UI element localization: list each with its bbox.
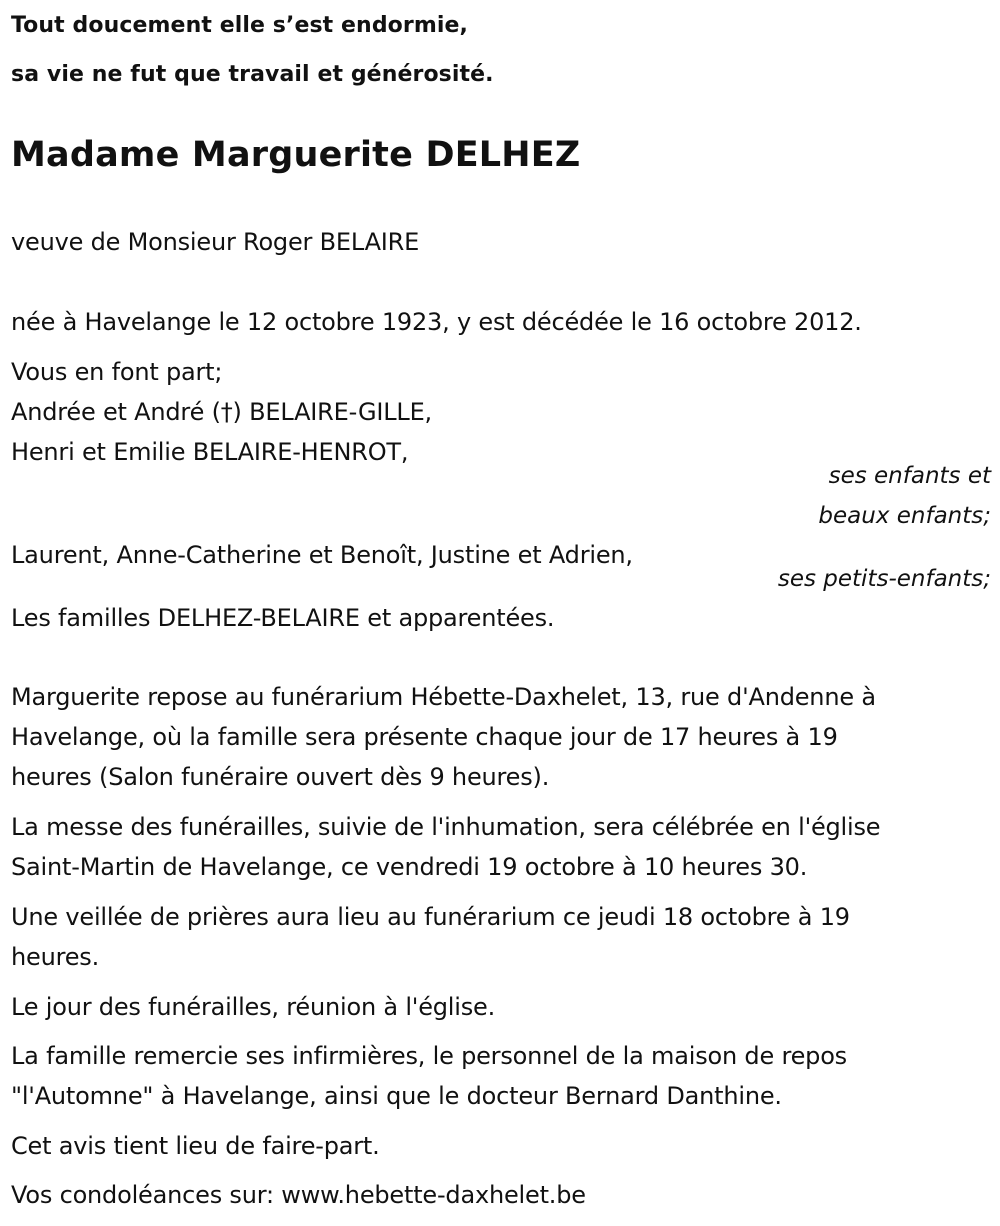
children-line-2: Henri et Emilie BELAIRE-HENROT, <box>11 438 409 466</box>
funerarium-line-2: Havelange, où la famille sera présente chaque jour de 17 heures à 19 <box>11 723 838 751</box>
children-role-line-1: ses enfants et <box>828 463 991 489</box>
grandchildren-role: ses petits-enfants; <box>777 566 991 592</box>
birth-death-line: née à Havelange le 12 octobre 1923, y est décédée le 16 octobre 2012. <box>11 308 862 336</box>
condolences-line: Vos condoléances sur: www.hebette-daxhelet.be <box>11 1181 586 1209</box>
children-role-line-2: beaux enfants; <box>818 503 991 529</box>
thanks-line-2: "l'Automne" à Havelange, ainsi que le docteur Bernard Danthine. <box>11 1082 782 1110</box>
epitaph-line-2: sa vie ne fut que travail et générosité. <box>11 62 494 87</box>
mass-line-2: Saint-Martin de Havelange, ce vendredi 19 octobre à 10 heures 30. <box>11 853 808 881</box>
families-line: Les familles DELHEZ-BELAIRE et apparentées. <box>11 604 555 632</box>
cross-icon: † <box>220 398 233 426</box>
funerarium-line-3: heures (Salon funéraire ouvert dès 9 heures). <box>11 763 550 791</box>
funerarium-line-1: Marguerite repose au funérarium Hébette-Daxhelet, 13, rue d'Andenne à <box>11 683 876 711</box>
thanks-line-1: La famille remercie ses infirmières, le personnel de la maison de repos <box>11 1042 847 1070</box>
widow-of-line: veuve de Monsieur Roger BELAIRE <box>11 228 420 256</box>
children-line-1 <box>11 397 432 427</box>
notice-line: Cet avis tient lieu de faire-part. <box>11 1132 380 1160</box>
meeting-line: Le jour des funérailles, réunion à l'église. <box>11 993 496 1021</box>
epitaph-line-1: Tout doucement elle s’est endormie, <box>11 13 468 38</box>
vigil-line-2: heures. <box>11 943 100 971</box>
children-line-1-before: Andrée et André ( <box>11 398 221 426</box>
children-line-1-after: ) BELAIRE-GILLE, <box>232 398 432 426</box>
deceased-name: Madame Marguerite DELHEZ <box>11 135 581 175</box>
mass-line-1: La messe des funérailles, suivie de l'inhumation, sera célébrée en l'église <box>11 813 881 841</box>
vigil-line-1: Une veillée de prières aura lieu au funérarium ce jeudi 18 octobre à 19 <box>11 903 850 931</box>
grandchildren-line: Laurent, Anne-Catherine et Benoît, Justine et Adrien, <box>11 541 633 569</box>
announcement-intro: Vous en font part; <box>11 358 223 386</box>
